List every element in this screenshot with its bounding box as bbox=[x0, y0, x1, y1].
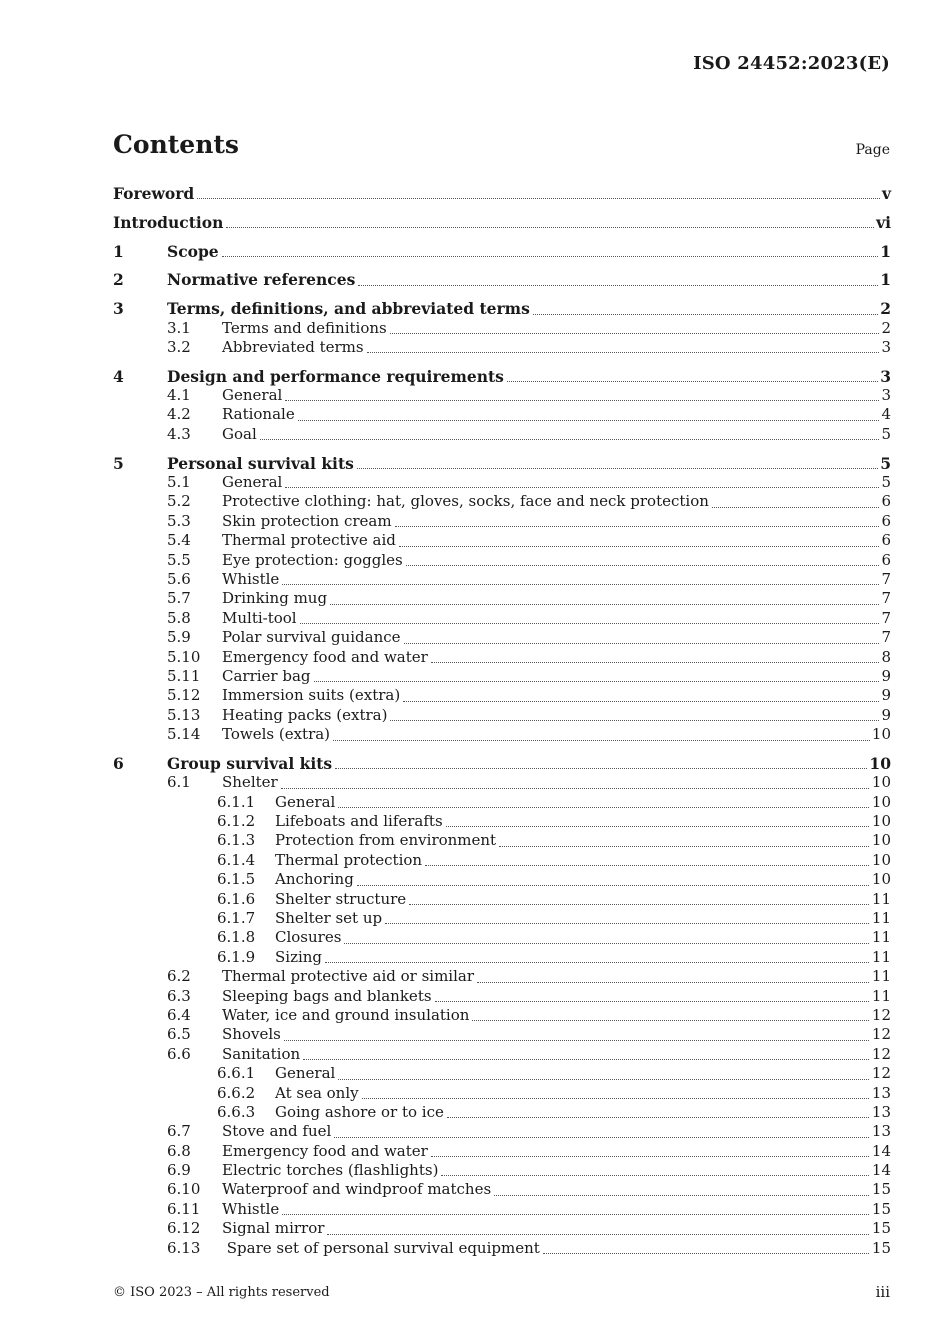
toc-entry-title[interactable]: Stove and fuel bbox=[222, 1122, 332, 1141]
toc-entry-title[interactable]: General bbox=[222, 473, 283, 492]
toc-entry[interactable] bbox=[113, 242, 891, 261]
toc-entry[interactable] bbox=[113, 319, 891, 338]
toc-entry-title[interactable]: Shelter bbox=[222, 773, 278, 792]
dot-leader bbox=[477, 982, 869, 983]
toc-entry[interactable] bbox=[113, 648, 891, 667]
toc-entry-page[interactable]: 12 bbox=[871, 1025, 891, 1044]
dot-leader bbox=[404, 643, 880, 644]
toc-entry[interactable] bbox=[113, 851, 891, 870]
toc-entry-number: 1 bbox=[113, 241, 124, 261]
toc-entry-title[interactable]: General bbox=[275, 792, 336, 811]
toc-entry-page[interactable]: 9 bbox=[881, 666, 891, 685]
toc-entry[interactable] bbox=[113, 213, 891, 232]
toc-entry[interactable] bbox=[113, 551, 891, 570]
toc-entry-page[interactable]: 5 bbox=[881, 424, 891, 443]
toc-entry-page[interactable]: 6 bbox=[881, 550, 891, 569]
toc-entry-title[interactable]: Carrier bag bbox=[222, 666, 311, 685]
document-identifier: ISO 24452:2023(E) bbox=[693, 53, 890, 74]
dot-leader bbox=[435, 1001, 869, 1002]
toc-entry-number: 6.1.3 bbox=[217, 831, 256, 850]
toc-entry[interactable] bbox=[113, 184, 891, 203]
toc-entry-page[interactable]: 15 bbox=[871, 1238, 891, 1257]
toc-entry-number: 6.10 bbox=[167, 1180, 201, 1199]
toc-entry-title[interactable]: Immersion suits (extra) bbox=[222, 686, 401, 705]
toc-entry-title[interactable]: Water, ice and ground insulation bbox=[222, 1005, 470, 1024]
dot-leader bbox=[441, 1175, 869, 1176]
dot-leader bbox=[390, 333, 880, 334]
toc-entry-title[interactable]: Lifeboats and liferafts bbox=[275, 812, 443, 831]
toc-entry[interactable] bbox=[113, 967, 891, 986]
toc-entry-number: 4.1 bbox=[167, 386, 191, 405]
toc-entry-number: 6.13 bbox=[167, 1238, 201, 1257]
toc-entry-page[interactable]: vi bbox=[876, 212, 891, 232]
toc-entry[interactable] bbox=[113, 1006, 891, 1025]
toc-entry-number: 6.1.9 bbox=[217, 947, 256, 966]
dot-leader bbox=[507, 381, 878, 382]
toc-entry-page[interactable]: 3 bbox=[881, 337, 891, 356]
toc-entry-page[interactable]: 9 bbox=[881, 705, 891, 724]
toc-entry-page[interactable]: 10 bbox=[871, 870, 891, 889]
toc-entry-number: 6.7 bbox=[167, 1122, 191, 1141]
toc-entry[interactable] bbox=[113, 1161, 891, 1180]
toc-entry-page[interactable]: 10 bbox=[871, 831, 891, 850]
toc-entry-number: 6.2 bbox=[167, 967, 191, 986]
toc-entry[interactable] bbox=[113, 928, 891, 947]
toc-entry-number: 6.9 bbox=[167, 1161, 191, 1180]
toc-entry-page[interactable]: 7 bbox=[881, 569, 891, 588]
toc-entry-number: 5.2 bbox=[167, 492, 191, 511]
toc-entry-page[interactable]: 6 bbox=[881, 511, 891, 530]
toc-entry[interactable] bbox=[113, 793, 891, 812]
dot-leader bbox=[367, 352, 880, 353]
dot-leader bbox=[281, 788, 869, 789]
toc-entry-page[interactable]: 13 bbox=[871, 1122, 891, 1141]
toc-entry[interactable] bbox=[113, 1180, 891, 1199]
dot-leader bbox=[399, 546, 880, 547]
toc-entry[interactable] bbox=[113, 1064, 891, 1083]
toc-entry-title[interactable]: Foreword bbox=[113, 184, 195, 203]
toc-entry-title[interactable]: Towels (extra) bbox=[222, 725, 331, 744]
toc-entry-title[interactable]: Whistle bbox=[222, 1199, 280, 1218]
toc-entry[interactable] bbox=[113, 270, 891, 289]
dot-leader bbox=[385, 923, 869, 924]
toc-entry[interactable] bbox=[113, 1103, 891, 1122]
toc-entry-number: 6.1.7 bbox=[217, 909, 256, 928]
toc-entry-page[interactable]: 8 bbox=[881, 647, 891, 666]
toc-entry-page[interactable]: 11 bbox=[871, 928, 891, 947]
dot-leader bbox=[282, 1214, 869, 1215]
toc-entry-page[interactable]: 10 bbox=[871, 792, 891, 811]
toc-entry[interactable] bbox=[113, 1219, 891, 1238]
toc-entry-title[interactable]: Protective clothing: hat, gloves, socks, face and neck protection bbox=[222, 492, 709, 511]
toc-entry-title[interactable]: Skin protection cream bbox=[222, 511, 392, 530]
toc-entry[interactable] bbox=[113, 570, 891, 589]
dot-leader bbox=[338, 1079, 869, 1080]
toc-entry[interactable] bbox=[113, 492, 891, 511]
toc-entry-number: 6.6.3 bbox=[217, 1102, 256, 1121]
toc-entry-number: 3 bbox=[113, 299, 124, 319]
toc-entry-page[interactable]: 7 bbox=[881, 608, 891, 627]
toc-entry-page[interactable]: 10 bbox=[871, 773, 891, 792]
toc-entry-title[interactable]: Protection from environment bbox=[275, 831, 497, 850]
toc-entry-title[interactable]: General bbox=[222, 386, 283, 405]
dot-leader bbox=[300, 623, 880, 624]
toc-entry[interactable] bbox=[113, 512, 891, 531]
toc-entry-page[interactable]: 3 bbox=[880, 366, 891, 386]
dot-leader bbox=[333, 740, 870, 741]
toc-entry-page[interactable]: 13 bbox=[871, 1102, 891, 1121]
toc-entry-number: 6.3 bbox=[167, 986, 191, 1005]
toc-entry-page[interactable]: 10 bbox=[871, 725, 891, 744]
toc-entry-number: 6.6.1 bbox=[217, 1064, 256, 1083]
toc-entry-title[interactable]: Heating packs (extra) bbox=[222, 705, 388, 724]
toc-entry-title[interactable]: Emergency food and water bbox=[222, 1141, 428, 1160]
toc-entry-title[interactable]: Thermal protective aid or similar bbox=[222, 967, 475, 986]
toc-entry-title[interactable]: Signal mirror bbox=[222, 1219, 325, 1238]
toc-entry-title[interactable]: Anchoring bbox=[275, 870, 354, 889]
dot-leader bbox=[303, 1059, 869, 1060]
toc-entry-number: 6.6 bbox=[167, 1044, 191, 1063]
toc-entry-title[interactable]: Shelter set up bbox=[275, 909, 383, 928]
dot-leader bbox=[298, 420, 880, 421]
toc-entry-number: 5.12 bbox=[167, 686, 201, 705]
toc-entry[interactable] bbox=[113, 870, 891, 889]
toc-entry-title[interactable]: Normative references bbox=[167, 270, 356, 290]
dot-leader bbox=[472, 1020, 869, 1021]
toc-entry[interactable] bbox=[113, 706, 891, 725]
toc-entry-title[interactable]: Introduction bbox=[113, 212, 224, 232]
toc-entry-page[interactable]: 5 bbox=[881, 473, 891, 492]
dot-leader bbox=[446, 826, 869, 827]
toc-entry-number: 5.10 bbox=[167, 647, 201, 666]
table-of-contents bbox=[113, 184, 891, 1258]
toc-entry-title[interactable]: Closures bbox=[275, 928, 342, 947]
dot-leader bbox=[314, 681, 880, 682]
toc-entry-title[interactable]: Polar survival guidance bbox=[222, 628, 401, 647]
toc-entry-title[interactable]: Emergency food and water bbox=[222, 647, 428, 666]
toc-entry-number: 4.2 bbox=[167, 405, 191, 424]
dot-leader bbox=[325, 962, 869, 963]
toc-entry[interactable] bbox=[113, 386, 891, 405]
toc-entry-page[interactable]: 7 bbox=[881, 589, 891, 608]
toc-entry-number: 5 bbox=[113, 453, 124, 473]
toc-entry[interactable] bbox=[113, 754, 891, 773]
toc-entry-number: 6.4 bbox=[167, 1005, 191, 1024]
toc-entry-page[interactable]: 10 bbox=[869, 753, 891, 773]
page-title: Contents bbox=[113, 130, 240, 159]
dot-leader bbox=[344, 943, 869, 944]
toc-entry-title[interactable]: Personal survival kits bbox=[167, 453, 354, 473]
dot-leader bbox=[357, 468, 878, 469]
toc-entry[interactable] bbox=[113, 890, 891, 909]
dot-leader bbox=[431, 662, 880, 663]
toc-entry-number: 2 bbox=[113, 270, 124, 290]
toc-entry[interactable] bbox=[113, 1239, 891, 1258]
toc-entry[interactable] bbox=[113, 454, 891, 473]
toc-entry[interactable] bbox=[113, 1025, 891, 1044]
toc-entry-page[interactable]: 10 bbox=[871, 850, 891, 869]
toc-entry[interactable] bbox=[113, 405, 891, 424]
dot-leader bbox=[447, 1117, 869, 1118]
dot-leader bbox=[499, 846, 869, 847]
toc-entry[interactable] bbox=[113, 367, 891, 386]
dot-leader bbox=[285, 487, 879, 488]
toc-entry-page[interactable]: 4 bbox=[881, 405, 891, 424]
toc-entry-number: 5.13 bbox=[167, 705, 201, 724]
dot-leader bbox=[494, 1195, 869, 1196]
toc-entry-title[interactable]: Terms, definitions, and abbreviated terms bbox=[167, 299, 530, 319]
toc-entry-page[interactable]: 6 bbox=[881, 531, 891, 550]
toc-entry-number: 3.1 bbox=[167, 318, 191, 337]
toc-entry-page[interactable]: 11 bbox=[871, 889, 891, 908]
toc-entry[interactable] bbox=[113, 812, 891, 831]
toc-entry-page[interactable]: 15 bbox=[871, 1219, 891, 1238]
dot-leader bbox=[431, 1156, 869, 1157]
toc-entry-page[interactable]: 7 bbox=[881, 628, 891, 647]
toc-entry[interactable] bbox=[113, 1084, 891, 1103]
toc-entry-page[interactable]: 6 bbox=[881, 492, 891, 511]
dot-leader bbox=[338, 807, 869, 808]
dot-leader bbox=[335, 768, 867, 769]
toc-entry-page[interactable]: 12 bbox=[871, 1005, 891, 1024]
toc-entry-title[interactable]: Abbreviated terms bbox=[222, 337, 364, 356]
toc-entry-title[interactable]: Spare set of personal survival equipment bbox=[222, 1238, 540, 1257]
toc-entry-page[interactable]: 13 bbox=[871, 1083, 891, 1102]
page-column-label: Page bbox=[855, 142, 890, 158]
toc-entry-page[interactable]: 2 bbox=[881, 318, 891, 337]
toc-entry-number: 5.14 bbox=[167, 725, 201, 744]
toc-entry[interactable] bbox=[113, 338, 891, 357]
toc-entry-number: 5.8 bbox=[167, 608, 191, 627]
toc-entry-number: 6.5 bbox=[167, 1025, 191, 1044]
toc-entry-page[interactable]: 11 bbox=[871, 986, 891, 1005]
toc-entry[interactable] bbox=[113, 531, 891, 550]
toc-entry[interactable] bbox=[113, 628, 891, 647]
dot-leader bbox=[406, 565, 880, 566]
toc-entry-page[interactable]: 9 bbox=[881, 686, 891, 705]
toc-entry-page[interactable]: 12 bbox=[871, 1044, 891, 1063]
toc-entry-page[interactable]: 11 bbox=[871, 947, 891, 966]
toc-entry-number: 5.6 bbox=[167, 569, 191, 588]
toc-entry-number: 5.11 bbox=[167, 666, 201, 685]
dot-leader bbox=[222, 256, 879, 257]
toc-entry-number: 4.3 bbox=[167, 424, 191, 443]
dot-leader bbox=[357, 885, 869, 886]
toc-entry-number: 6 bbox=[113, 753, 124, 773]
dot-leader bbox=[395, 526, 880, 527]
toc-entry-title[interactable]: Scope bbox=[167, 241, 219, 261]
toc-entry-number: 3.2 bbox=[167, 337, 191, 356]
toc-entry-title[interactable]: Eye protection: goggles bbox=[222, 550, 403, 569]
toc-entry-number: 4 bbox=[113, 366, 124, 386]
toc-entry[interactable] bbox=[113, 589, 891, 608]
dot-leader bbox=[362, 1098, 869, 1099]
toc-entry-title[interactable]: Going ashore or to ice bbox=[275, 1102, 444, 1121]
toc-entry-page[interactable]: 1 bbox=[880, 270, 891, 290]
toc-entry-title[interactable]: Drinking mug bbox=[222, 589, 328, 608]
toc-entry-title[interactable]: Rationale bbox=[222, 405, 295, 424]
toc-entry[interactable] bbox=[113, 1045, 891, 1064]
toc-entry-title[interactable]: Group survival kits bbox=[167, 753, 333, 773]
dot-leader bbox=[226, 227, 874, 228]
toc-entry-title[interactable]: Terms and definitions bbox=[222, 318, 387, 337]
toc-entry-page[interactable]: 14 bbox=[871, 1141, 891, 1160]
toc-entry-title[interactable]: At sea only bbox=[275, 1083, 359, 1102]
dot-leader bbox=[282, 584, 879, 585]
dot-leader bbox=[425, 865, 869, 866]
toc-entry[interactable] bbox=[113, 909, 891, 928]
toc-entry-number: 5.3 bbox=[167, 511, 191, 530]
toc-entry-title[interactable]: Electric torches (flashlights) bbox=[222, 1161, 439, 1180]
dot-leader bbox=[334, 1137, 869, 1138]
toc-entry[interactable] bbox=[113, 473, 891, 492]
dot-leader bbox=[327, 1234, 869, 1235]
toc-entry[interactable] bbox=[113, 948, 891, 967]
toc-entry[interactable] bbox=[113, 1142, 891, 1161]
toc-entry-page[interactable]: 3 bbox=[881, 386, 891, 405]
toc-entry-number: 6.11 bbox=[167, 1199, 201, 1218]
toc-entry[interactable] bbox=[113, 831, 891, 850]
dot-leader bbox=[543, 1253, 869, 1254]
toc-entry-number: 5.4 bbox=[167, 531, 191, 550]
dot-leader bbox=[533, 314, 878, 315]
toc-entry[interactable] bbox=[113, 425, 891, 444]
toc-entry-number: 5.5 bbox=[167, 550, 191, 569]
copyright-notice: © ISO 2023 – All rights reserved bbox=[113, 1285, 330, 1300]
toc-entry-number: 6.1.2 bbox=[217, 812, 256, 831]
toc-entry-number: 6.12 bbox=[167, 1219, 201, 1238]
toc-entry[interactable] bbox=[113, 609, 891, 628]
toc-entry-title[interactable]: Thermal protection bbox=[275, 850, 423, 869]
toc-entry[interactable] bbox=[113, 299, 891, 318]
toc-entry[interactable] bbox=[113, 725, 891, 744]
dot-leader bbox=[409, 904, 869, 905]
dot-leader bbox=[403, 701, 879, 702]
toc-entry-page[interactable]: 10 bbox=[871, 812, 891, 831]
dot-leader bbox=[712, 507, 880, 508]
dot-leader bbox=[358, 285, 878, 286]
toc-entry-page[interactable]: 1 bbox=[880, 241, 891, 261]
toc-entry-number: 5.1 bbox=[167, 473, 191, 492]
toc-entry-title[interactable]: General bbox=[275, 1064, 336, 1083]
toc-entry[interactable] bbox=[113, 773, 891, 792]
toc-entry-number: 6.1.8 bbox=[217, 928, 256, 947]
toc-entry-page[interactable]: 15 bbox=[871, 1199, 891, 1218]
toc-entry-title[interactable]: Shovels bbox=[222, 1025, 281, 1044]
dot-leader bbox=[284, 1040, 869, 1041]
toc-entry-title[interactable]: Thermal protective aid bbox=[222, 531, 396, 550]
toc-entry-page[interactable]: 11 bbox=[871, 909, 891, 928]
dot-leader bbox=[197, 198, 880, 199]
toc-entry-number: 6.6.2 bbox=[217, 1083, 256, 1102]
toc-entry-number: 6.1.5 bbox=[217, 870, 256, 889]
toc-entry-number: 6.1.1 bbox=[217, 792, 256, 811]
toc-entry-number: 6.1.4 bbox=[217, 850, 256, 869]
dot-leader bbox=[330, 604, 879, 605]
toc-entry-page[interactable]: 12 bbox=[871, 1064, 891, 1083]
toc-entry-page[interactable]: 11 bbox=[871, 967, 891, 986]
dot-leader bbox=[390, 720, 879, 721]
toc-entry-title[interactable]: Waterproof and windproof matches bbox=[222, 1180, 492, 1199]
toc-entry-number: 6.8 bbox=[167, 1141, 191, 1160]
toc-entry-number: 5.7 bbox=[167, 589, 191, 608]
toc-entry-page[interactable]: 2 bbox=[880, 299, 891, 319]
dot-leader bbox=[260, 439, 880, 440]
page-number: iii bbox=[875, 1283, 890, 1301]
toc-entry-title[interactable]: Goal bbox=[222, 424, 257, 443]
toc-entry-title[interactable]: Sizing bbox=[275, 947, 323, 966]
toc-entry-title[interactable]: Shelter structure bbox=[275, 889, 407, 908]
toc-entry-page[interactable]: 15 bbox=[871, 1180, 891, 1199]
toc-entry-number: 5.9 bbox=[167, 628, 191, 647]
toc-entry-page[interactable]: 5 bbox=[880, 453, 891, 473]
toc-entry-title[interactable]: Multi-tool bbox=[222, 608, 297, 627]
toc-entry-page[interactable]: 14 bbox=[871, 1161, 891, 1180]
toc-entry[interactable] bbox=[113, 1200, 891, 1219]
toc-entry-number: 6.1.6 bbox=[217, 889, 256, 908]
toc-entry-page[interactable]: v bbox=[881, 184, 891, 203]
toc-entry-title[interactable]: Sleeping bags and blankets bbox=[222, 986, 432, 1005]
toc-entry-title[interactable]: Design and performance requirements bbox=[167, 366, 504, 386]
toc-entry-number: 6.1 bbox=[167, 773, 191, 792]
toc-entry[interactable] bbox=[113, 686, 891, 705]
dot-leader bbox=[285, 400, 879, 401]
toc-entry-title[interactable]: Whistle bbox=[222, 569, 280, 588]
toc-entry[interactable] bbox=[113, 987, 891, 1006]
toc-entry[interactable] bbox=[113, 1122, 891, 1141]
toc-entry-title[interactable]: Sanitation bbox=[222, 1044, 301, 1063]
toc-entry[interactable] bbox=[113, 667, 891, 686]
